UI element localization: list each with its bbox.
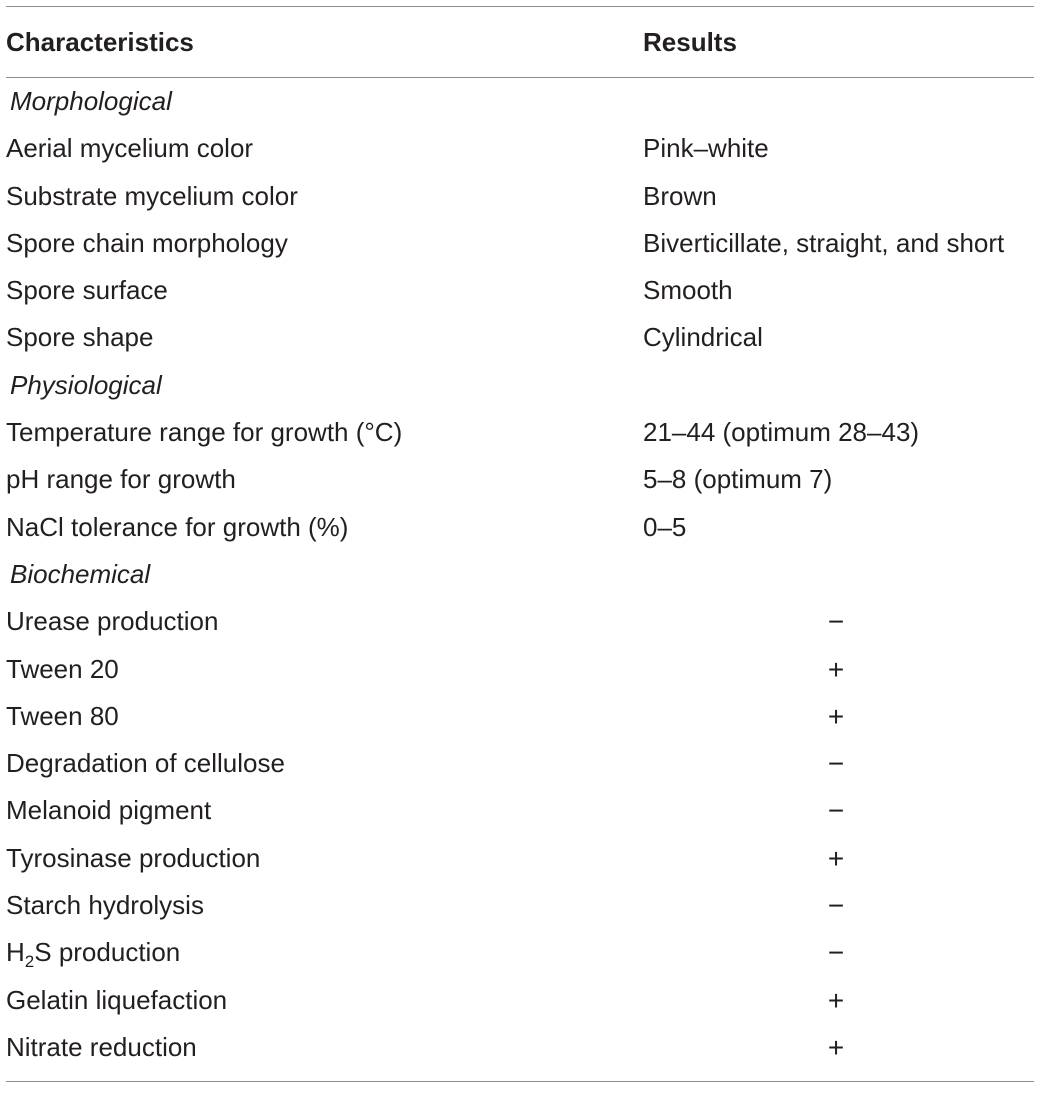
table-row: [6, 835, 1034, 882]
table-row: [6, 409, 1034, 456]
characteristic-label: Substrate mycelium color: [6, 180, 298, 211]
result-value: 0–5: [643, 511, 687, 542]
result-value: Pink–white: [643, 133, 769, 164]
result-symbol: +: [827, 653, 845, 685]
result-value: Cylindrical: [643, 322, 763, 353]
label-prefix: H: [6, 937, 25, 968]
table-row: [6, 1024, 1034, 1071]
characteristic-label: Aerial mycelium color: [6, 133, 254, 164]
table-body: [6, 78, 1034, 1071]
table-row: [6, 740, 1034, 787]
table-row: [6, 977, 1034, 1024]
characteristic-label: NaCl tolerance for growth (%): [6, 511, 349, 542]
label-subscript: 2: [24, 952, 35, 972]
table-row: [6, 929, 1034, 976]
table-header-row: [6, 7, 1034, 77]
characteristics-table: [6, 6, 1034, 1082]
result-symbol: −: [827, 890, 845, 922]
result-value: Smooth: [643, 275, 733, 306]
section-label: Biochemical: [10, 558, 151, 589]
characteristic-label: Tween 80: [6, 700, 119, 731]
table-row: [6, 598, 1034, 645]
section-row: [6, 362, 1034, 409]
characteristic-label: Urease production: [6, 606, 219, 637]
header-characteristics: Characteristics: [6, 27, 194, 57]
label-suffix: S production: [34, 937, 181, 968]
result-symbol: +: [827, 984, 845, 1016]
result-symbol: −: [827, 606, 845, 638]
header-results: Results: [643, 27, 737, 57]
result-value: Brown: [643, 180, 717, 211]
table-row: [6, 787, 1034, 834]
result-symbol: +: [827, 842, 845, 874]
characteristic-label: [6, 929, 180, 976]
section-label: Physiological: [10, 369, 162, 400]
result-symbol: +: [827, 1031, 845, 1063]
characteristic-label: Degradation of cellulose: [6, 748, 285, 779]
characteristic-label: Starch hydrolysis: [6, 890, 204, 921]
result-symbol: −: [827, 937, 845, 969]
result-value: 21–44 (optimum 28–43): [643, 417, 920, 448]
result-value: Biverticillate, straight, and short: [643, 227, 1005, 258]
table-row: [6, 646, 1034, 693]
characteristic-label: Temperature range for growth (°C): [6, 417, 403, 448]
table-row: [6, 504, 1034, 551]
bottom-rule: [6, 1081, 1034, 1082]
table-row: [6, 693, 1034, 740]
result-symbol: −: [827, 795, 845, 827]
characteristic-label: Tween 20: [6, 653, 119, 684]
characteristic-label: Spore chain morphology: [6, 227, 288, 258]
characteristic-label: Spore surface: [6, 275, 168, 306]
section-row: [6, 78, 1034, 125]
table-row: [6, 173, 1034, 220]
result-symbol: −: [827, 748, 845, 780]
table-row: [6, 456, 1034, 503]
result-value: 5–8 (optimum 7): [643, 464, 833, 495]
characteristic-label: Melanoid pigment: [6, 795, 212, 826]
characteristic-label: Tyrosinase production: [6, 842, 261, 873]
table-row: [6, 125, 1034, 172]
characteristic-label: Spore shape: [6, 322, 154, 353]
table-row: [6, 882, 1034, 929]
section-label: Morphological: [10, 86, 172, 116]
characteristic-label: Gelatin liquefaction: [6, 984, 228, 1015]
characteristic-label: Nitrate reduction: [6, 1031, 197, 1062]
section-row: [6, 551, 1034, 598]
table-row: [6, 220, 1034, 267]
bottom-spacer: [6, 1071, 1034, 1081]
table-row: [6, 267, 1034, 314]
table-row: [6, 314, 1034, 361]
characteristic-label: pH range for growth: [6, 464, 236, 495]
result-symbol: +: [827, 700, 845, 732]
